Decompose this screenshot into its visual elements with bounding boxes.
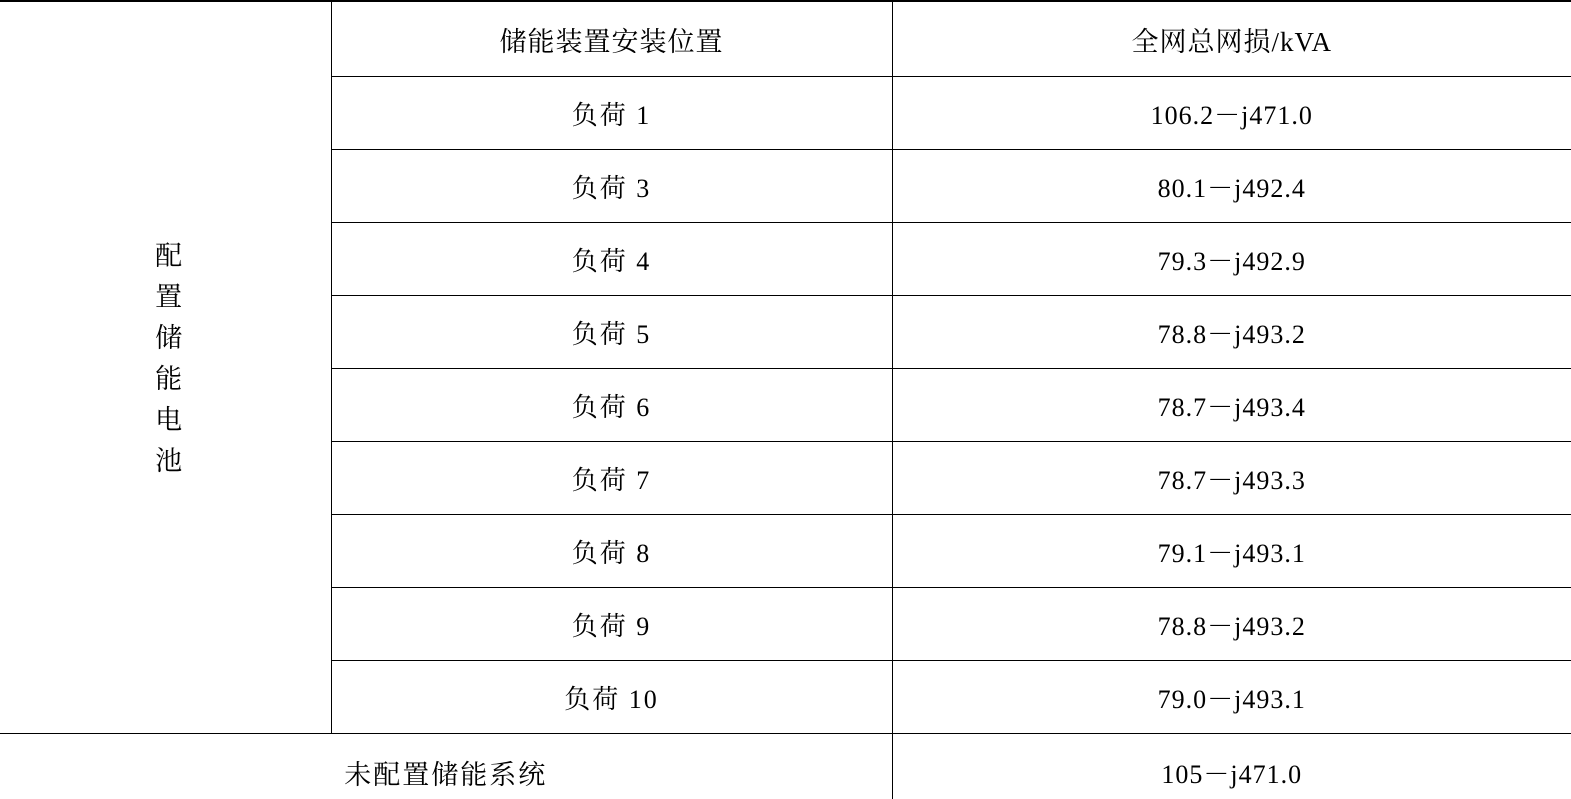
position-text: 负荷 7 — [571, 465, 652, 495]
loss-text: 106.2－j471.0 — [1150, 100, 1313, 130]
loss-text: 78.7－j493.3 — [1157, 465, 1306, 495]
position-cell — [331, 223, 892, 296]
position-cell — [331, 150, 892, 223]
loss-text: 78.8－j493.2 — [1157, 611, 1306, 641]
header-loss-cell — [892, 1, 1571, 77]
position-cell — [331, 77, 892, 150]
position-cell — [331, 369, 892, 442]
table-body — [0, 1, 1571, 799]
loss-cell — [892, 223, 1571, 296]
loss-text: 78.7－j493.4 — [1157, 392, 1306, 422]
loss-cell — [892, 150, 1571, 223]
position-cell — [331, 442, 892, 515]
position-text: 负荷 4 — [571, 246, 652, 276]
position-cell — [331, 296, 892, 369]
loss-cell — [892, 369, 1571, 442]
loss-cell — [892, 515, 1571, 588]
loss-text: 79.1－j493.1 — [1157, 538, 1306, 568]
group-label-cell — [0, 1, 331, 734]
header-position-text: 储能装置安装位置 — [499, 26, 724, 57]
header-position-cell — [331, 1, 892, 77]
loss-cell — [892, 77, 1571, 150]
position-cell — [331, 588, 892, 661]
position-cell — [331, 515, 892, 588]
loss-text: 80.1－j492.4 — [1157, 173, 1306, 203]
position-text: 负荷 5 — [571, 319, 652, 349]
footer-loss-text: 105－j471.0 — [1161, 760, 1303, 789]
position-cell — [331, 661, 892, 734]
loss-cell — [892, 296, 1571, 369]
position-text: 负荷 10 — [564, 684, 659, 714]
position-text: 负荷 6 — [571, 392, 652, 422]
position-text: 负荷 8 — [571, 538, 652, 568]
loss-cell — [892, 588, 1571, 661]
loss-cell — [892, 661, 1571, 734]
position-text: 负荷 3 — [571, 173, 652, 203]
table-header-row — [0, 1, 1571, 77]
footer-label-text: 未配置储能系统 — [344, 760, 548, 790]
position-text: 负荷 9 — [571, 611, 652, 641]
loss-text: 78.8－j493.2 — [1157, 319, 1306, 349]
group-label-text: 配置储能电池 — [151, 241, 182, 487]
header-loss-text: 全网总网损/kVA — [1131, 26, 1333, 57]
loss-text: 79.3－j492.9 — [1157, 246, 1306, 276]
loss-text: 79.0－j493.1 — [1157, 684, 1306, 714]
footer-loss-cell — [892, 734, 1571, 799]
footer-label-cell — [0, 734, 892, 799]
position-text: 负荷 1 — [571, 100, 652, 130]
loss-cell — [892, 442, 1571, 515]
table-footer-row — [0, 734, 1571, 799]
